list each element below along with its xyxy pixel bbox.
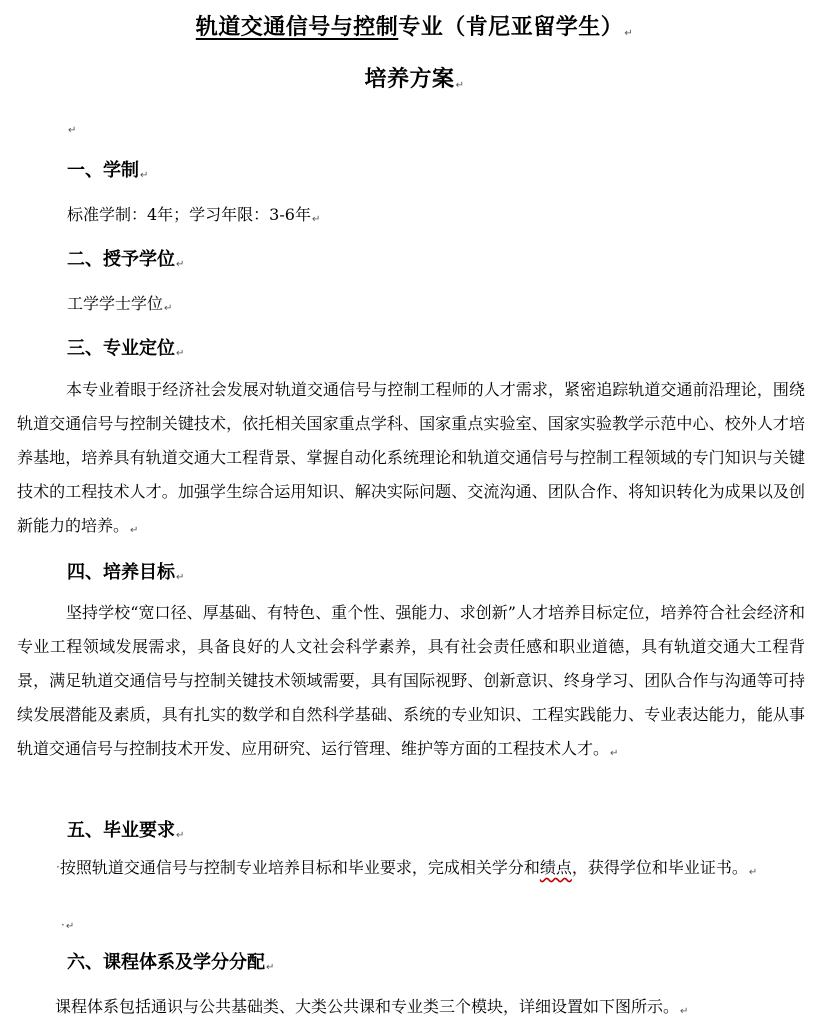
bullet-dot-icon: · bbox=[56, 860, 60, 874]
section-body-4 bbox=[17, 596, 805, 771]
section-heading-4 bbox=[67, 558, 184, 584]
paragraph-mark-icon: ↵ bbox=[164, 303, 173, 314]
empty-paragraph bbox=[67, 120, 76, 136]
document-subtitle bbox=[0, 62, 829, 93]
section-body-1 bbox=[67, 202, 320, 225]
section-body-text: 工学学士学位 bbox=[67, 294, 164, 313]
section-body-text: 课程体系包括通识与公共基础类、大类公共课和专业类三个模块，详细设置如下图所示。 bbox=[55, 997, 680, 1016]
paragraph-mark-icon: ↵ bbox=[748, 867, 758, 878]
title-underlined-part: 轨道交通信号与控制 bbox=[195, 14, 399, 40]
section-body-text: 按照轨道交通信号与控制专业培养目标和毕业要求，完成相关学分和 bbox=[59, 858, 540, 877]
paragraph-mark-icon: ↵ bbox=[176, 830, 185, 841]
bullet-dot-icon: · bbox=[61, 918, 65, 932]
section-heading-text: 二、授予学位 bbox=[67, 249, 175, 270]
section-heading-1 bbox=[67, 156, 148, 182]
section-body-2 bbox=[67, 291, 172, 314]
section-heading-text: 五、毕业要求 bbox=[67, 820, 175, 841]
section-body-text: 本专业着眼于经济社会发展对轨道交通信号与控制工程师的人才需求，紧密追踪轨道交通前沿理论，围绕轨道交通信号与控制关键技术，依托相关国家重点学科、国家重点实验室、国家实验教学示范中心、校外人才培养基地，培养具有轨道交通大工程背景、掌握自动化系统理论和轨道交通信号与控制工程领域的专门知识与关键技术的工程技术人才。加强学生综合运用知识、解决实际问题、交流沟通、团队合作、将知识转化为成果以及创新能力的培养。 bbox=[17, 380, 805, 535]
paragraph-mark-icon: ↵ bbox=[610, 748, 619, 759]
section-body-text: 坚持学校“宽口径、厚基础、有特色、重个性、强能力、求创新”人才培养目标定位，培养符合社会经济和专业工程领域发展需求，具备良好的人文社会科学素养，具有社会责任感和职业道德，具有轨道交通大工程背景，满足轨道交通信号与控制关键技术领域需要，具有国际视野、创新意识、终身学习、团队合作与沟通等可持续发展潜能及素质，具有扎实的数学和自然科学基础、系统的专业知识、工程实践能力、专业表达能力，能从事轨道交通信号与控制技术开发、应用研究、运行管理、维护等方面的工程技术人才。 bbox=[17, 603, 805, 758]
section-body-text: 标准学制：4年；学习年限：3-6年 bbox=[67, 205, 311, 224]
empty-paragraph bbox=[60, 916, 74, 932]
section-heading-5 bbox=[67, 816, 184, 842]
paragraph-mark-icon: ↵ bbox=[266, 962, 275, 973]
paragraph-mark-icon: ↵ bbox=[176, 259, 185, 270]
section-heading-text: 三、专业定位 bbox=[67, 338, 175, 359]
section-body-text-end: ，获得学位和毕业证书。 bbox=[571, 858, 748, 877]
section-heading-text: 一、学制 bbox=[67, 160, 139, 181]
section-body-5 bbox=[17, 852, 805, 888]
section-heading-text: 四、培养目标 bbox=[67, 562, 175, 583]
paragraph-mark-icon: ↵ bbox=[140, 170, 149, 181]
section-body-6 bbox=[55, 994, 688, 1017]
section-heading-text: 六、课程体系及学分分配 bbox=[67, 952, 265, 973]
section-heading-2 bbox=[67, 245, 184, 271]
paragraph-mark-icon: ↵ bbox=[455, 80, 465, 91]
document-title bbox=[0, 10, 829, 41]
section-body-3 bbox=[17, 373, 805, 548]
paragraph-mark-icon: ↵ bbox=[130, 525, 139, 536]
paragraph-mark-icon: ↵ bbox=[65, 921, 75, 932]
paragraph-mark-icon: ↵ bbox=[68, 125, 77, 136]
paragraph-mark-icon: ↵ bbox=[176, 348, 185, 359]
paragraph-mark-icon: ↵ bbox=[311, 214, 321, 225]
subtitle-text: 培养方案 bbox=[364, 66, 455, 92]
paragraph-mark-icon: ↵ bbox=[624, 28, 634, 39]
title-rest: 专业（肯尼亚留学生） bbox=[398, 14, 624, 40]
section-heading-6 bbox=[67, 948, 274, 974]
paragraph-mark-icon: ↵ bbox=[680, 1006, 689, 1017]
section-heading-3 bbox=[67, 334, 184, 360]
spellcheck-word: 绩点 bbox=[539, 858, 572, 877]
paragraph-mark-icon: ↵ bbox=[176, 572, 185, 583]
